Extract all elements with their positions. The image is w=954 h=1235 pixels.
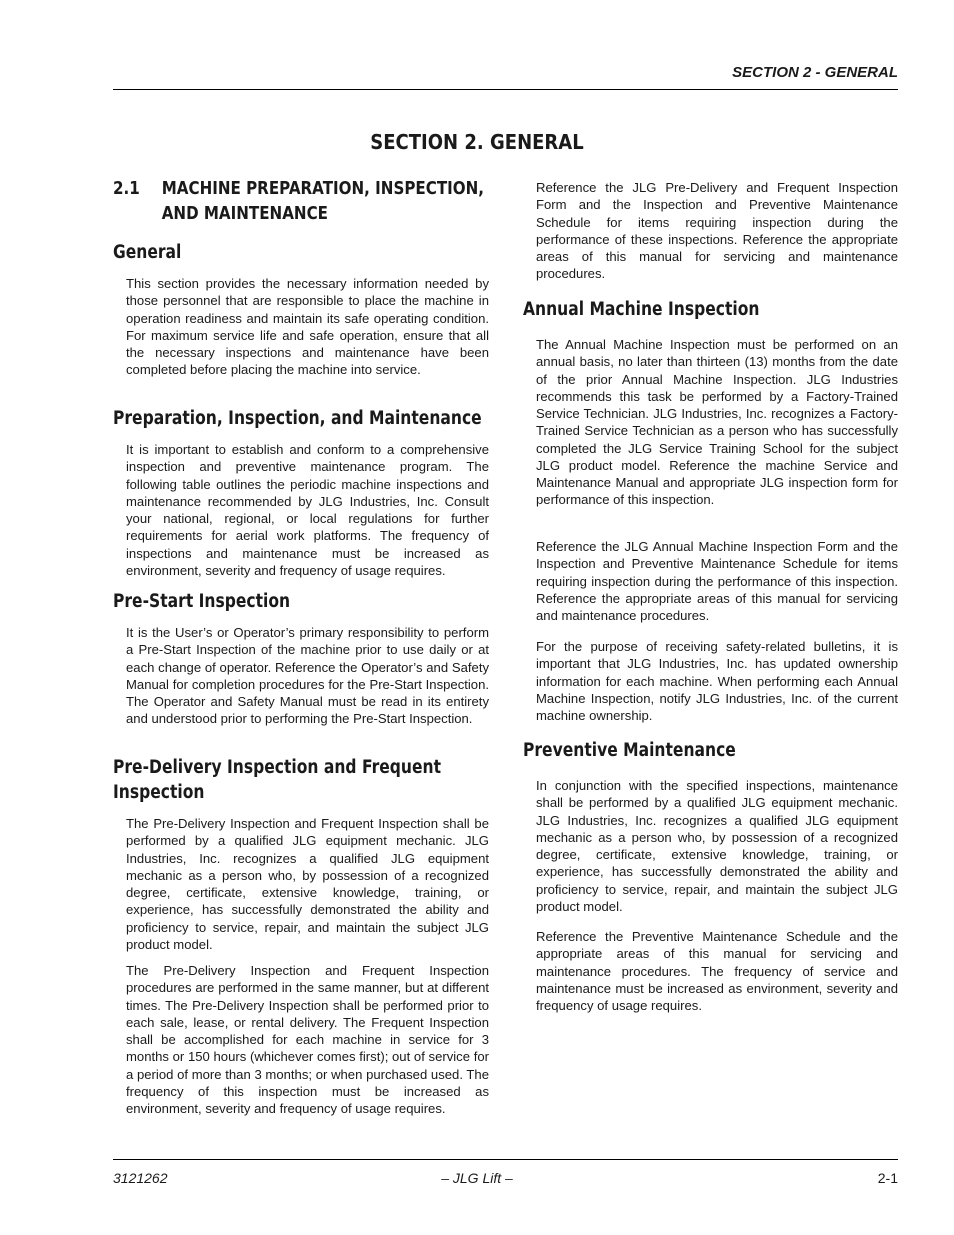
preventive-paragraph-1: In conjunction with the specified inspections, maintenance shall be performed by a qualified JLG equipment mechanic. JLG Industries, Inc. recognizes a qualified JLG equipment mechanic as a person who, by possession of a recognized degree, certificate, extensive knowledge, training, or experience, has successfully demonstrated the ability and proficiency to service, repair, and maintain the subject JLG product model. — [536, 778, 898, 914]
section-2-1-heading — [113, 176, 484, 226]
annual-paragraph-2: Reference the JLG Annual Machine Inspection Form and the Inspection and Preventive Maintenance Schedule for items requiring inspection during the performance of this inspection. Reference the appropriate areas of this manual for servicing and maintenance procedures. — [536, 539, 898, 623]
annual-paragraph-1: The Annual Machine Inspection must be performed on an annual basis, no later than thirteen (13) months from the date of the prior Annual Machine Inspection. JLG Industries recommends this task be performed by a Factory-Trained Service Technician. JLG Industries, Inc. recognizes a Factory-Trained Service Technician as a person who has successfully completed the JLG Service Training School for the subject JLG product model. Reference the machine Service and Maintenance Manual and appropriate JLG inspection form for performance of this inspection. — [536, 337, 898, 508]
preparation-heading: Preparation, Inspection, and Maintenance — [113, 408, 482, 429]
section-heading-line2: AND MAINTENANCE — [161, 203, 329, 224]
prestart-heading: Pre-Start Inspection — [113, 591, 291, 612]
footer-rule — [113, 1159, 898, 1160]
page-title: SECTION 2. GENERAL — [370, 130, 584, 154]
annual-heading: Annual Machine Inspection — [523, 299, 760, 320]
prestart-paragraph: It is the User’s or Operator’s primary responsibility to perform a Pre-Start Inspection of the machine prior to use daily or at each change of operator. Reference the Operator’s and Safety Manual for completion procedures for the Pre-Start Inspection. The Operator and Safety Manual must be read in its entirety and understood prior to performing the Pre-Start Inspection. — [126, 625, 489, 727]
predelivery-heading — [113, 755, 441, 805]
running-header: SECTION 2 - GENERAL — [732, 64, 898, 81]
preparation-paragraph: It is important to establish and conform to a comprehensive inspection and preventive maintenance program. The following table outlines the periodic machine inspections and maintenance recommended by JLG Industries, Inc. Consult your national, regional, or local regulations for further requirements for aerial work platforms. The frequency of inspections and maintenance must be increased as environment, severity and frequency of usage requires. — [126, 442, 489, 578]
page-number: 2-1 — [877, 1170, 898, 1186]
predelivery-heading-line2: Inspection — [113, 782, 205, 803]
annual-paragraph-3: For the purpose of receiving safety-related bulletins, it is important that JLG Industries, Inc. has updated ownership information for each machine. When performing each Annual Machine Inspection, notify JLG Industries, Inc. of the current machine ownership. — [536, 639, 898, 723]
preventive-paragraph-2: Reference the Preventive Maintenance Schedule and the appropriate areas of this manual for servicing and maintenance procedures. The frequency of service and maintenance must be increased as environment, severity and frequency of usage requires. — [536, 929, 898, 1013]
general-heading: General — [113, 242, 182, 263]
predelivery-heading-line1: Pre-Delivery Inspection and Frequent — [113, 757, 442, 778]
section-heading-line1: MACHINE PREPARATION, INSPECTION, — [161, 178, 485, 199]
document-number: 3121262 — [113, 1170, 168, 1186]
header-rule — [113, 89, 898, 90]
predelivery-paragraph-1: The Pre-Delivery Inspection and Frequent Inspection shall be performed by a qualified JLG equipment mechanic. JLG Industries, Inc. recognizes a qualified JLG equipment mechanic as a person who, by possession of a recognized degree, certificate, extensive knowledge, training, or experience, has successfully demonstrated the ability and proficiency to service, repair, and maintain the subject JLG product model. — [126, 816, 489, 952]
footer-title: – JLG Lift – — [441, 1170, 513, 1186]
predelivery-paragraph-2: The Pre-Delivery Inspection and Frequent Inspection procedures are performed in the same manner, but at different times. The Pre-Delivery Inspection shall be performed prior to each sale, lease, or rental delivery. The Frequent Inspection shall be accomplished for each machine in service for 3 months or 150 hours (whichever comes first); out of service for a period of more than 3 months; or when purchased used. The frequency of this inspection must be increased as environment, severity and frequency of usage requires. — [126, 963, 489, 1116]
section-number: 2.1 — [113, 178, 140, 199]
general-paragraph: This section provides the necessary information needed by those personnel that are responsible to place the machine in operation readiness and maintain its safe operating condition. For maximum service life and safe operation, ensure that all the necessary inspections and maintenance have been completed before placing the machine into service. — [126, 276, 489, 378]
preventive-heading: Preventive Maintenance — [523, 740, 736, 761]
predelivery-paragraph-3: Reference the JLG Pre-Delivery and Frequent Inspection Form and the Inspection and Preventive Maintenance Schedule for items requiring inspection during the performance of these inspections. Reference the appropriate areas of this manual for servicing and maintenance procedures. — [536, 180, 898, 282]
